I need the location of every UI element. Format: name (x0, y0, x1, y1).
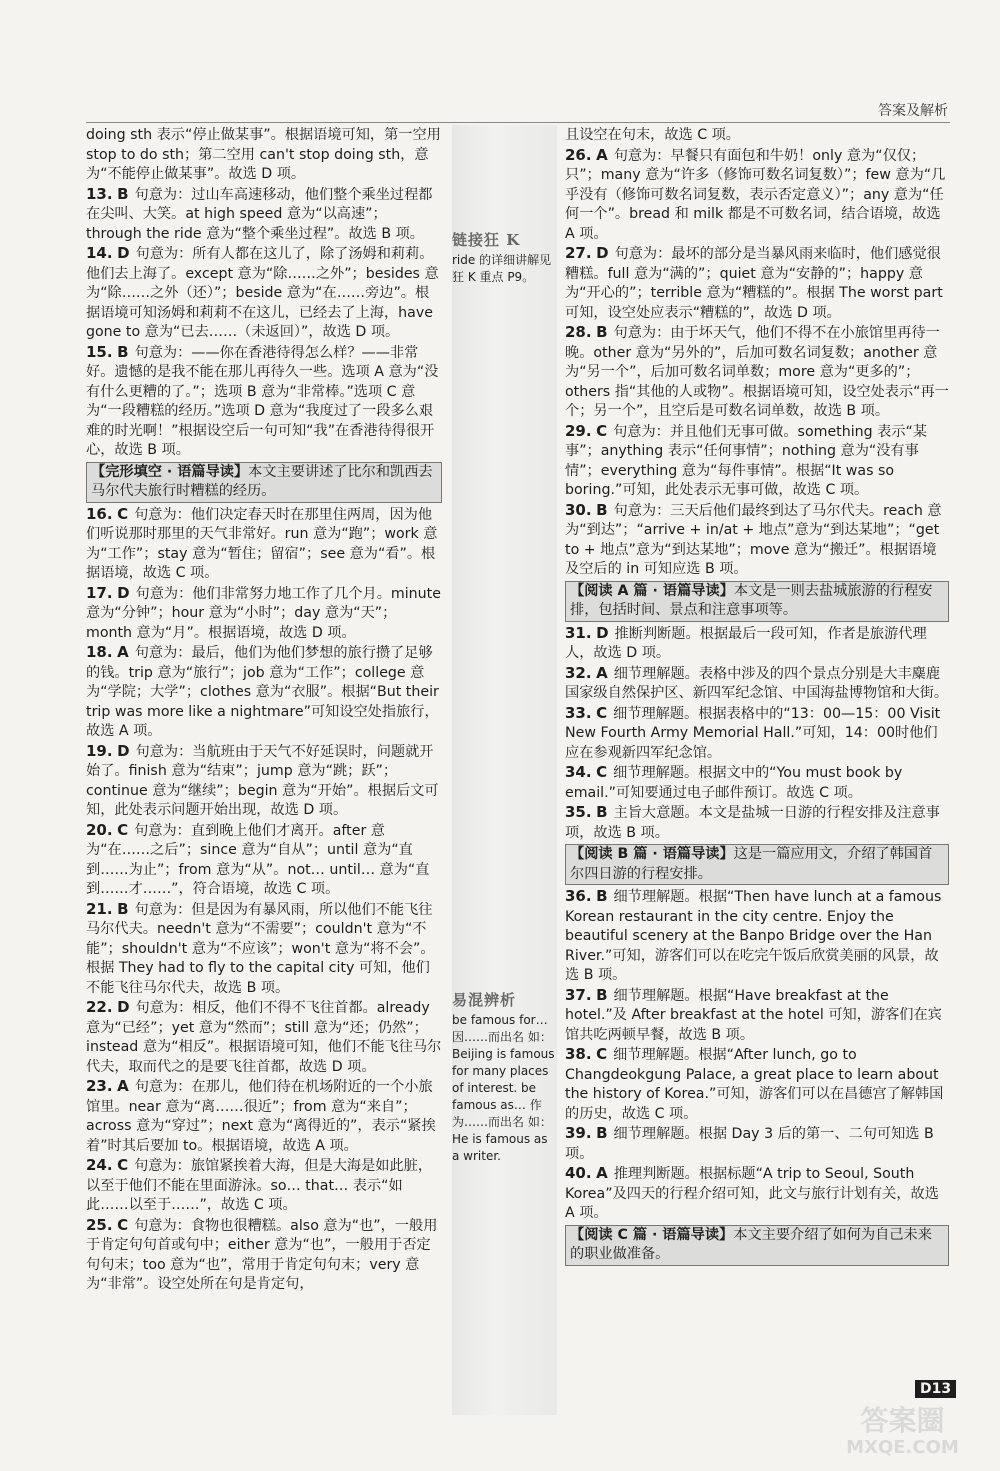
sidebar-note-link-title: 链接狂 K (452, 231, 521, 249)
answer-letter: B (117, 342, 129, 361)
question-number: 21. (86, 899, 113, 918)
answer-item (86, 244, 442, 343)
question-number: 23. (86, 1077, 113, 1095)
answer-letter: B (596, 985, 608, 1004)
explanation-text: 细节理解题。表格中涉及的四个景点分别是大丰麋鹿国家级自然保护区、新四军纪念馆、中国海盐博物馆和大街。 (565, 665, 949, 701)
question-number: 18. (86, 643, 113, 661)
guide-text: 本文是一则去盐城旅游的行程安排，包括时间、景点和注意事项等。 (570, 582, 933, 618)
answer-item (86, 505, 442, 584)
answer-item (86, 821, 442, 900)
question-number: 37. (565, 985, 592, 1004)
answer-letter: B (596, 500, 608, 519)
answer-letter: C (596, 703, 608, 722)
guide-label: 【完形填空 · 语篇导读】 (91, 463, 249, 480)
question-number: 24. (86, 1156, 113, 1174)
answer-letter: D (596, 244, 609, 262)
explanation-text: 主旨大意题。本文是盐城一日游的行程安排及注意事项，故选 B 项。 (565, 805, 940, 841)
question-number: 36. (565, 887, 592, 905)
question-number: 16. (86, 504, 113, 523)
explanation-text: 句意为：他们非常努力地工作了几个月。minute 意为“分钟”；hour 意为“小时”；day 意为“天”；month 意为“月”。根据语境，故选 D 项。 (86, 585, 441, 641)
answer-item (565, 146, 949, 245)
explanation-text: 细节理解题。根据“After lunch, go to Changdeokgung Palace, a great place to learn about the history of Korea.”可知，游客们可以在昌德宫了解韩国的历史，故选 C 项。 (565, 1047, 944, 1122)
reading-guide-box (565, 581, 949, 622)
explanation-text: 句意为：相反，他们不得不飞往首都。already 意为“已经”；yet 意为“然而”；still 意为“还；仍然”；instead 意为“相反”。根据语境可知，他们不能飞往马尔代夫，取而代之的是要飞往首都，故选 D 项。 (86, 1000, 442, 1075)
continuation-text: 且设空在句末，故选 C 项。 (565, 127, 740, 143)
answer-letter: A (596, 145, 608, 164)
answer-item (565, 803, 949, 843)
explanation-text: 句意为：食物也很糟糕。also 意为“也”，一般用于肯定句句首或句中；either 意为“也”，一般用于否定句句末；too 意为“也”，常用于肯定句句末；very 意为“非常”。设空处所在句是肯定句， (86, 1217, 438, 1292)
header-rule (86, 122, 950, 123)
answer-item (86, 998, 442, 1077)
answer-item (565, 704, 949, 764)
question-number: 25. (86, 1215, 113, 1234)
answer-item (565, 323, 949, 422)
explanation-text: 句意为：他们决定春天时在那里住两周，因为他们听说那时那里的天气非常好。run 意为“跑”；work 意为“工作”；stay 意为“暂住；留宿”；see 意为“看”。根据语境，故选 C 项。 (86, 506, 438, 581)
guide-text: 本文主要介绍了如何为自己未来的职业做准备。 (570, 1226, 932, 1262)
explanation-text: 句意为：所有人都在这儿了，除了汤姆和莉莉。他们去上海了。except 意为“除……之外”；besides 意为“除……之外（还）”；beside 意为“在……旁边”。根据语境可知汤姆和莉莉不在这儿，已经去了上海，have gone to 意为“已去……（未返回）”，故选 D 项。 (86, 246, 439, 340)
answer-item (565, 887, 949, 986)
answer-letter: B (117, 184, 129, 203)
answer-letter: A (117, 643, 129, 661)
sidebar-note-confusable-title: 易混辨析 (452, 991, 517, 1009)
question-number: 34. (565, 763, 592, 781)
answer-letter: B (596, 887, 608, 905)
question-number: 17. (86, 583, 113, 602)
question-number: 31. (565, 623, 592, 642)
answer-letter: D (117, 244, 130, 262)
sidebar-strip (452, 125, 557, 1415)
question-number: 19. (86, 741, 113, 760)
question-number: 29. (565, 421, 592, 440)
question-number: 15. (86, 342, 113, 361)
question-number: 35. (565, 803, 592, 821)
answer-letter: D (117, 583, 130, 602)
explanation-text: 句意为：由于坏天气，他们不得不在小旅馆里再待一晚。other 意为“另外的”，后加可数名词复数；another 意为“另一个”，后加可数名词单数；more 意为“更多的”；others 指“其他的人或物”。根据语境可知，设空处表示“再一个；另一个”，且空后是可数名词单数，故选 B 项。 (565, 325, 949, 419)
explanation-text: 句意为：过山车高速移动，他们整个乘坐过程都在尖叫、大笑。at high speed 意为“以高速”；through the ride 意为“整个乘坐过程”。故选 B 项。 (86, 186, 433, 242)
answer-item (565, 501, 949, 580)
watermark-url: MXQE.COM (846, 1437, 959, 1458)
watermark-brand: 答案圈 (860, 1404, 945, 1437)
explanation-text: 推断判断题。根据最后一段可知，作者是旅游代理人，故选 D 项。 (565, 625, 927, 661)
question-number: 14. (86, 244, 113, 262)
answer-item (565, 244, 949, 323)
explanation-text: 句意为：最后，他们为他们梦想的旅行攒了足够的钱。trip 意为“旅行”；job 意为“工作”；college 意为“学院；大学”；clothes 意为“衣服”。根据“But their trip was more like a nightmare”可知设空处指旅行，故选 A 项。 (86, 645, 439, 739)
explanation-text: 细节理解题。根据“Have breakfast at the hotel.”及 After breakfast at the hotel 可知，游客们在宾馆共吃两顿早餐，故选 B 项。 (565, 987, 942, 1043)
right-column (565, 126, 949, 1268)
question-number: 40. (565, 1164, 592, 1182)
explanation-text: 句意为：但是因为有暴风雨，所以他们不能飞往马尔代夫。needn't 意为“不需要”；couldn't 意为“不能”；shouldn't 意为“不应该”；won't 意为“将不会”。根据 They had to fly to the capital city 可知，他们不能飞往马尔代夫，故选 B 项。 (86, 901, 435, 996)
answer-item (565, 986, 949, 1046)
question-number: 26. (565, 145, 592, 164)
answer-letter: C (117, 1215, 129, 1234)
sidebar-note-confusable-text: be famous for… 因……而出名 如：Beijing is famous for many places of interest. be famous as… 作为……而出名 如：He is famous as a writer. (452, 1013, 555, 1163)
answer-item (565, 1164, 949, 1224)
answer-letter: A (117, 1077, 129, 1095)
guide-text: 这是一篇应用文，介绍了韩国首尔四日游的行程安排。 (570, 846, 933, 882)
explanation-text: 细节理解题。根据“Then have lunch at a famous Korean restaurant in the city centre. Enjoy the beautiful scenery at the Banpo Bridge over the Han River.”可知，游客们可以在吃完午饭后欣赏美丽的风景，故选 B 项。 (565, 889, 942, 983)
answer-letter: C (117, 1156, 129, 1174)
reading-guide-box (565, 844, 949, 885)
answer-letter: B (596, 803, 608, 821)
explanation-text: 句意为：早餐只有面包和牛奶！only 意为“仅仅；只”；many 意为“许多（修饰可数名词复数）”；few 意为“几乎没有（修饰可数名词复数，表示否定意义）”；any 意为“任何一个”。bread 和 milk 都是不可数名词，结合语境，故选 A 项。 (565, 147, 946, 242)
answer-letter: A (596, 1164, 608, 1182)
answer-letter: C (596, 421, 608, 440)
explanation-text: 句意为：并且他们无事可做。something 表示“某事”；anything 表示“任何事情”；nothing 意为“没有事情”；everything 意为“每件事情”。根据“It was so boring.”可知，此处表示无事可做，故选 C 项。 (565, 423, 928, 498)
continuation-text: doing sth 表示“停止做某事”。根据语境可知，第一空用 stop to do sth；第二空用 can't stop doing sth，意为“不能停止做某事”。故选 D 项。 (86, 127, 441, 182)
answer-letter: D (596, 623, 609, 642)
answer-item (86, 742, 442, 821)
explanation-text: 细节理解题。根据 Day 3 后的第一、二句可知选 B 项。 (565, 1126, 934, 1162)
answer-item (86, 185, 442, 245)
answer-letter: C (596, 763, 608, 781)
sidebar-note-link (452, 232, 557, 286)
guide-label: 【阅读 C 篇 · 语篇导读】 (570, 1226, 734, 1243)
answer-letter: C (596, 1045, 608, 1063)
answer-item (86, 643, 442, 742)
guide-label: 【阅读 B 篇 · 语篇导读】 (570, 846, 734, 862)
answer-letter: C (117, 504, 129, 523)
answer-letter: B (117, 899, 129, 918)
answer-item (86, 584, 442, 644)
question-number: 22. (86, 998, 113, 1016)
guide-text: 本文主要讲述了比尔和凯西去马尔代夫旅行时糟糕的经历。 (91, 463, 433, 499)
answer-item (565, 624, 949, 664)
explanation-text: 句意为：旅馆紧挨着大海，但是大海是如此脏，以至于他们不能在里面游泳。so… that… 表示“如此……以至于……”，故选 C 项。 (86, 1158, 433, 1213)
explanation-text: 句意为：直到晚上他们才离开。after 意为“在……之后”；since 意为“自从”；until 意为“直到……为止”；from 意为“从”。not… until… 意为“直到……才……”，符合语境，故选 C 项。 (86, 822, 430, 897)
sidebar-note-link-text: ride 的详细讲解见狂 K 重点 P9。 (452, 253, 552, 284)
left-column (86, 126, 442, 1295)
header-label: 答案及解析 (878, 103, 948, 119)
explanation-text: 句意为：三天后他们最终到达了马尔代夫。reach 意为“到达”；“arrive + in/at + 地点”意为“到达某地”；“get to + 地点”意为“到达某地”；move 意为“搬迁”。根据语境及空后的 in 可知应选 B 项。 (565, 502, 942, 577)
question-number: 28. (565, 323, 592, 341)
question-number: 33. (565, 703, 592, 722)
explanation-text: 句意为：当航班由于天气不好延误时，问题就开始了。finish 意为“结束”；jump 意为“跳；跃”；continue 意为“继续”；begin 意为“开始”。根据后文可知，此处表示问题开始出现，故选 D 项。 (86, 743, 439, 818)
question-number: 30. (565, 500, 592, 519)
answer-item (86, 1077, 442, 1156)
answer-letter: D (117, 741, 130, 760)
answer-letter: A (596, 663, 608, 682)
explanation-text: 句意为：在那儿，他们待在机场附近的一个小旅馆里。near 意为“离……很近”；from 意为“来自”；across 意为“穿过”；next 意为“离得近的”，表示“紧挨着”时其后要加 to。根据语境，故选 A 项。 (86, 1079, 436, 1154)
answer-item (565, 1045, 949, 1124)
reading-guide-box (565, 1225, 949, 1266)
answer-item (565, 422, 949, 501)
answer-item (565, 664, 949, 704)
explanation-text: 细节理解题。根据文中的“You must book by email.”可知要通过电子邮件预订。故选 C 项。 (565, 765, 903, 801)
answer-item (86, 1156, 442, 1216)
question-number: 27. (565, 244, 592, 262)
question-number: 38. (565, 1045, 592, 1063)
question-number: 39. (565, 1124, 592, 1142)
explanation-text: 句意为：最坏的部分是当暴风雨来临时，他们感觉很糟糕。full 意为“满的”；quiet 意为“安静的”；happy 意为“开心的”；terrible 意为“糟糕的”。根据 The worst part 可知，设空处应表示“糟糕的”，故选 D 项。 (565, 246, 943, 321)
sidebar-note-confusable (452, 992, 557, 1165)
question-number: 32. (565, 663, 592, 682)
watermark (815, 1405, 990, 1459)
answer-item (86, 900, 442, 999)
answer-letter: B (596, 1124, 608, 1142)
page-number: D13 (915, 1380, 956, 1398)
answer-letter: D (117, 998, 130, 1016)
answer-item (565, 763, 949, 803)
answer-item (565, 1124, 949, 1164)
explanation-text: 推理判断题。根据标题“A trip to Seoul, South Korea”及四天的行程介绍可知，此文与旅行计划有关，故选 A 项。 (565, 1166, 939, 1221)
answer-letter: C (117, 820, 129, 839)
answer-letter: B (596, 323, 608, 341)
answer-item (86, 343, 442, 461)
answer-item (86, 1216, 442, 1295)
explanation-text: 细节理解题。根据表格中的“13：00—15：00 Visit New Fourth Army Memorial Hall.”可知，14：00时他们应在参观新四军纪念馆。 (565, 705, 941, 761)
explanation-text: 句意为：——你在香港待得怎么样？——非常好。遗憾的是我不能在那儿再待久一些。选项 A 意为“没有什么更糟的了。”；选项 B 意为“非常棒。”选项 C 意为“一段糟糕的经历。”选项 D 意为“我度过了一段多么艰难的时光啊！”根据设空后一句可知“我”在香港待得很开心，故选 B 项。 (86, 344, 439, 458)
question-number: 13. (86, 184, 113, 203)
reading-guide-box (86, 462, 442, 503)
question-number: 20. (86, 820, 113, 839)
guide-label: 【阅读 A 篇 · 语篇导读】 (570, 582, 734, 599)
